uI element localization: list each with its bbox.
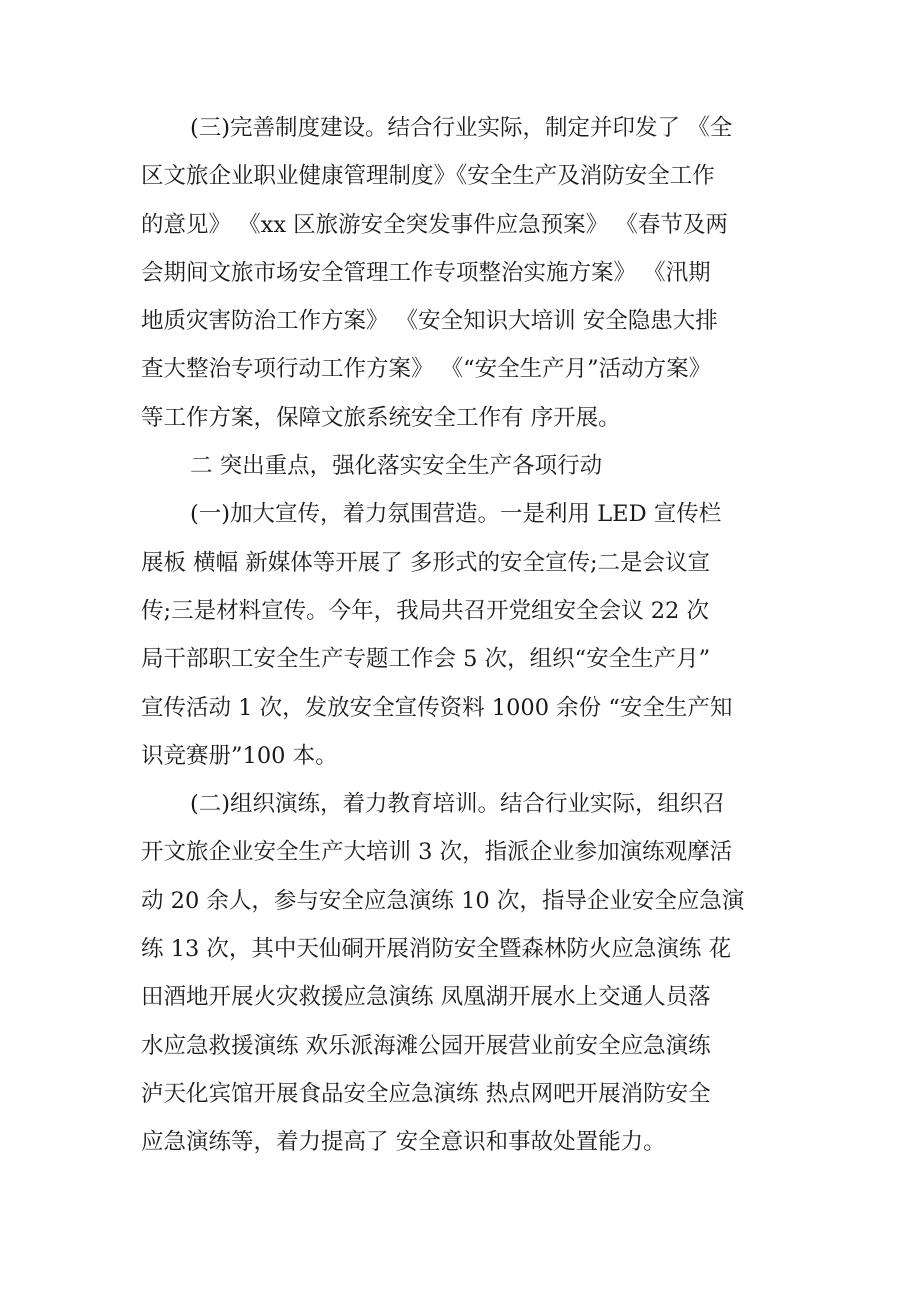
text-line: 查大整治专项行动工作方案》 《“安全生产月”活动方案》: [141, 356, 712, 383]
paragraph-institution-building: [141, 104, 791, 442]
text-line: (二)组织演练，着力教育培训。结合行业实际，组织召: [190, 791, 726, 818]
text-line: 展板 横幅 新媒体等开展了 多形式的安全宣传;二是会议宣: [141, 549, 711, 576]
text-line: 区文旅企业职业健康管理制度》《安全生产及消防安全工作: [141, 163, 715, 190]
text-line: 等工作方案，保障文旅系统安全工作有 序开展。: [141, 404, 621, 431]
text-line: (三)完善制度建设。结合行业实际，制定并印发了 《全: [190, 115, 733, 141]
text-line: 会期间文旅市场安全管理工作专项整治实施方案》 《汛期: [141, 259, 711, 286]
section-heading-text: 二 突出重点，强化落实安全生产各项行动: [190, 453, 603, 480]
text-line: 练 13 次，其中天仙硐开展消防安全暨森林防火应急演练 花: [141, 936, 732, 963]
section-heading-2: [141, 442, 791, 490]
text-line: 开文旅企业安全生产大培训 3 次，指派企业参加演练观摩活: [141, 839, 733, 866]
text-line: 地质灾害防治工作方案》 《安全知识大培训 安全隐患大排: [141, 308, 718, 335]
text-line: 的意见》 《xx 区旅游安全突发事件应急预案》 《春节及两: [141, 211, 728, 238]
document-body: [141, 104, 791, 1167]
paragraph-publicity: [141, 490, 791, 780]
text-line: 识竞赛册”100 本。: [141, 742, 338, 769]
text-line: 宣传活动 1 次，发放安全宣传资料 1000 余份 “安全生产知: [141, 694, 733, 721]
text-line: 田酒地开展火灾救援应急演练 凤凰湖开展水上交通人员落: [141, 984, 711, 1011]
text-line: 水应急救援演练 欢乐派海滩公园开展营业前安全应急演练: [141, 1032, 711, 1059]
text-line: 泸天化宾馆开展食品安全应急演练 热点网吧开展消防安全: [141, 1080, 711, 1107]
text-line: (一)加大宣传，着力氛围营造。一是利用 LED 宣传栏: [190, 501, 722, 528]
text-line: 传;三是材料宣传。今年，我局共召开党组安全会议 22 次: [141, 597, 710, 624]
text-line: 动 20 余人，参与安全应急演练 10 次，指导企业安全应急演: [141, 887, 745, 914]
text-line: 应急演练等，着力提高了 安全意识和事故处置能力。: [141, 1129, 666, 1156]
paragraph-drills-training: [141, 780, 791, 1166]
text-line: 局干部职工安全生产专题工作会 5 次，组织“安全生产月”: [141, 646, 711, 673]
